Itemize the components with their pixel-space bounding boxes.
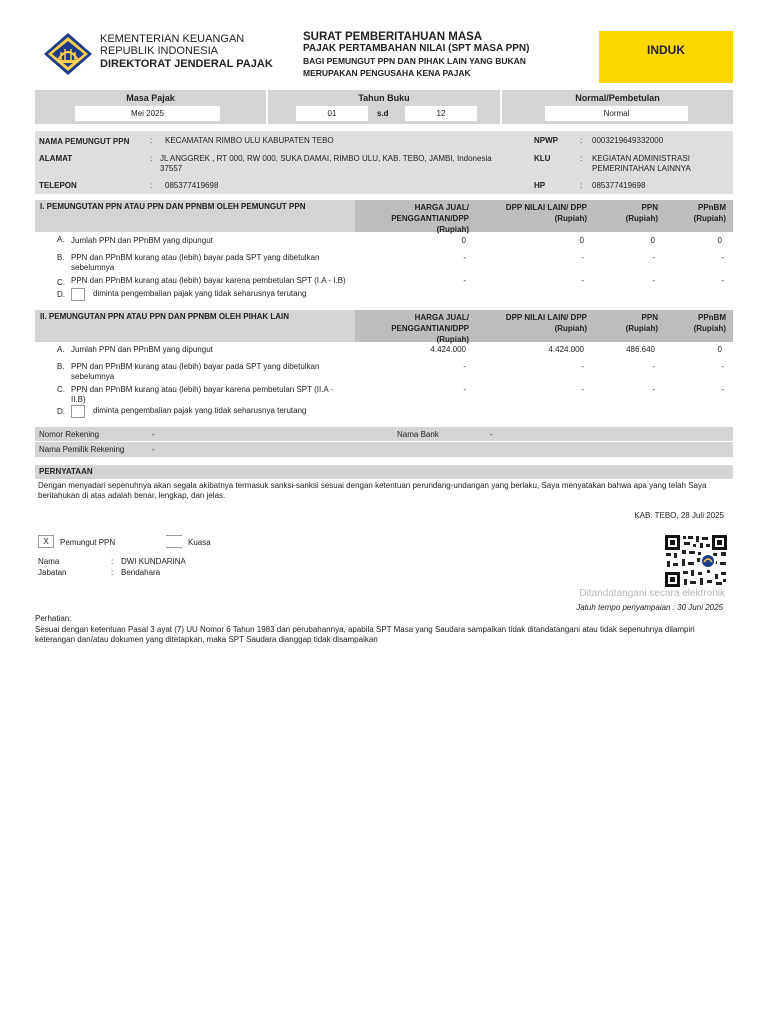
s2-a-harga: 4.424.000 [430,345,466,354]
s1-c-letter: C. [57,278,65,287]
klu-value-line2: PEMERINTAHAN LAINNYA [592,164,691,173]
s2-c-letter: C. [57,385,65,394]
bank-block [35,427,733,457]
pemungut-checkbox[interactable]: X [38,535,54,548]
s1-c-ppn: - [652,276,655,285]
col-dpp-line1: DPP NILAI LAIN/ DPP [505,203,587,212]
colon: : [150,136,153,145]
telepon-label: TELEPON [39,181,77,190]
s1-b-letter: B. [57,253,65,262]
colon: : [580,181,583,190]
col-harga-line1: HARGA JUAL/ [414,203,469,212]
s2-b-harga: - [463,362,466,371]
col-dpp-line2: (Rupiah) [554,214,587,223]
nomor-rekening-value: - [152,430,155,439]
nama-pemilik-value: - [152,445,155,454]
s2-c-ppn: - [652,385,655,394]
form-subtitle-line3: BAGI PEMUNGUT PPN DAN PIHAK LAIN YANG BUKAN [303,56,526,66]
col-ppnbm-line1: PPnBM [698,203,726,212]
tahun-buku-to: 12 [405,106,477,121]
nama-bank-value: - [490,430,493,439]
s1-b-text1: PPN dan PPnBM kurang atau (lebih) bayar pada SPT yang dibetulkan [71,253,320,262]
pernyataan-title: PERNYATAAN [39,467,93,476]
s1-a-ppnbm: 0 [717,236,722,245]
s1-a-text: Jumlah PPN dan PPnBM yang dipungut [71,236,213,245]
s2-c-text2: II.B) [71,395,86,404]
perhatian-title: Perhatian: [35,614,72,623]
s1-b-harga: - [463,253,466,262]
induk-badge: INDUK [599,31,733,83]
kuasa-checkbox[interactable] [166,535,182,548]
s1-a-ppn: 0 [650,236,655,245]
nama-bank-label: Nama Bank [397,430,439,439]
directorate-name: DIREKTORAT JENDERAL PAJAK [100,58,273,70]
alamat-value-line1: JL ANGGREK , RT 000, RW 000, SUKA DAMAI, RIMBO ULU, KAB. TEBO, JAMBI, Indonesia [160,154,492,163]
col-harga-jual [369,312,469,345]
sd-label: s.d [377,109,389,118]
normal-pembetulan-label: Normal/Pembetulan [575,93,660,103]
s2-b-ppn: - [652,362,655,371]
perhatian-text1: Sesuai dengan ketentuan Pasal 3 ayat (7) UU Nomor 6 Tahun 1983 dan perubahannya, apabila SPT Masa yang Saudara sampaikan tidak ditandatangani atau tidak sepenuhnya dilampiri [35,625,695,634]
col-harga-jual [369,202,469,235]
colon: : [580,154,583,163]
s1-d-text: diminta pengembalian pajak yang tidak seharusnya terutang [93,289,307,298]
pernyataan-text1: Dengan menyadari sepenuhnya akan segala akibatnya termasuk sanksi-sanksi sesuai dengan ketentuan perundang-undangan yang berlaku, Saya menyatakan bahwa apa yang telah Saya [38,481,707,490]
pernyataan-header [35,465,733,479]
s2-a-text: Jumlah PPN dan PPnBM yang dipungut [71,345,213,354]
s2-b-dpp: - [581,362,584,371]
col-ppn [605,202,658,224]
nama-pemilik-label: Nama Pemilik Rekening [39,445,125,454]
col-dpp-line1: DPP NILAI LAIN/ DPP [505,313,587,322]
telepon-value: 085377419698 [165,181,219,190]
hp-value: 085377419698 [592,181,646,190]
s1-c-text: PPN dan PPnBM kurang atau (lebih) bayar karena pembetulan SPT (I.A - I.B) [71,276,346,285]
s2-a-dpp: 4.424.000 [548,345,584,354]
s2-c-dpp: - [581,385,584,394]
s2-c-ppnbm: - [721,385,724,394]
col-ppn-line1: PPN [641,313,658,322]
ministry-line2: REPUBLIK INDONESIA [100,45,218,57]
form-subtitle: PAJAK PERTAMBAHAN NILAI (SPT MASA PPN) [303,43,530,54]
s2-b-ppnbm: - [721,362,724,371]
s1-a-dpp: 0 [579,236,584,245]
s2-b-text1: PPN dan PPnBM kurang atau (lebih) bayar pada SPT yang dibetulkan [71,362,320,371]
jabatan-value: Bendahara [121,568,161,577]
alamat-value-line2: 37557 [160,164,183,173]
s2-d-checkbox[interactable] [71,405,85,418]
s2-b-text2: sebelumnya [71,372,115,381]
col-harga-line2: PENGGANTIAN/DPP [391,214,469,223]
col-ppn-line2: (Rupiah) [625,324,658,333]
s1-b-ppn: - [652,253,655,262]
colon: : [111,568,114,577]
place-date: KAB. TEBO, 28 Juli 2025 [634,511,724,520]
identity-block [35,131,733,194]
s1-b-ppnbm: - [721,253,724,262]
s1-a-letter: A. [57,235,65,244]
hp-label: HP [534,181,546,190]
s2-b-letter: B. [57,362,65,371]
nama-label: Nama [38,557,60,566]
qr-code-icon [664,534,728,588]
jabatan-label: Jabatan [38,568,67,577]
s1-b-text2: sebelumnya [71,263,115,272]
col-dpp [475,202,587,224]
s1-c-ppnbm: - [721,276,724,285]
s1-c-harga: - [463,276,466,285]
s1-d-checkbox[interactable] [71,288,85,301]
djp-logo [43,32,93,76]
col-ppnbm [671,312,726,334]
klu-label: KLU [534,154,551,163]
col-harga-line3: (Rupiah) [436,335,469,344]
alamat-label: ALAMAT [39,154,73,163]
tahun-buku-label: Tahun Buku [358,93,410,103]
s2-d-text: diminta pengembalian pajak yang tidak seharusnya terutang [93,406,307,415]
npwp-label: NPWP [534,136,558,145]
divider [35,441,733,442]
colon: : [111,557,114,566]
col-harga-line3: (Rupiah) [436,225,469,234]
col-ppnbm-line1: PPnBM [698,313,726,322]
section1-header [35,200,733,232]
col-ppn-line1: PPN [641,203,658,212]
colon: : [580,136,583,145]
section2-title: II. PEMUNGUTAN PPN ATAU PPN DAN PPNBM OLEH PIHAK LAIN [40,312,290,321]
colon: : [150,154,153,163]
s2-a-ppn: 486.640 [626,345,655,354]
s1-b-dpp: - [581,253,584,262]
tahun-buku-from: 01 [296,106,368,121]
col-harga-line1: HARGA JUAL/ [414,313,469,322]
electronic-signature-note: Ditandatangani secara elektronik [579,588,725,599]
col-dpp-line2: (Rupiah) [554,324,587,333]
col-ppnbm-line2: (Rupiah) [693,324,726,333]
kuasa-label: Kuasa [188,538,211,547]
masa-pajak-value: Mei 2025 [75,106,220,121]
col-ppn-line2: (Rupiah) [625,214,658,223]
klu-value-line1: KEGIATAN ADMINISTRASI [592,154,690,163]
nomor-rekening-label: Nomor Rekening [39,430,100,439]
nama-pemungut-label: NAMA PEMUNGUT PPN [39,137,130,146]
s2-d-letter: D. [57,407,65,416]
colon: : [150,181,153,190]
ministry-line1: KEMENTERIAN KEUANGAN [100,33,245,45]
s1-c-dpp: - [581,276,584,285]
due-date: Jatuh tempo penyampaian : 30 Juni 2025 [576,603,723,612]
pemungut-label: Pemungut PPN [60,538,116,547]
col-harga-line2: PENGGANTIAN/DPP [391,324,469,333]
form-title: SURAT PEMBERITAHUAN MASA [303,31,483,43]
period-band [35,90,733,124]
pernyataan-text2: beritahukan di atas adalah benar, lengkap, dan jelas. [38,491,226,500]
form-subtitle-line4: MERUPAKAN PENGUSAHA KENA PAJAK [303,68,471,78]
s2-a-letter: A. [57,345,65,354]
masa-pajak-label: Masa Pajak [126,93,175,103]
section1-title: I. PEMUNGUTAN PPN ATAU PPN DAN PPNBM OLEH PEMUNGUT PPN [40,202,306,211]
col-ppnbm [671,202,726,224]
col-dpp [475,312,587,334]
section2-header [35,310,733,342]
s1-a-harga: 0 [461,236,466,245]
s2-c-harga: - [463,385,466,394]
col-ppn [605,312,658,334]
s2-a-ppnbm: 0 [717,345,722,354]
col-ppnbm-line2: (Rupiah) [693,214,726,223]
s2-c-text1: PPN dan PPnBM kurang atau (lebih) bayar karena pembetulan SPT (II.A - [71,385,334,394]
normal-pembetulan-value: Normal [545,106,688,121]
s1-d-letter: D. [57,290,65,299]
perhatian-text2: keterangan dan/atau dokumen yang ditetapkan, maka SPT Saudara dianggap tidak disampaikan [35,635,378,644]
nama-pemungut-value: KECAMATAN RIMBO ULU KABUPATEN TEBO [165,136,334,145]
nama-value: DWI KUNDARINA [121,557,186,566]
npwp-value: 0003219649332000 [592,136,664,145]
